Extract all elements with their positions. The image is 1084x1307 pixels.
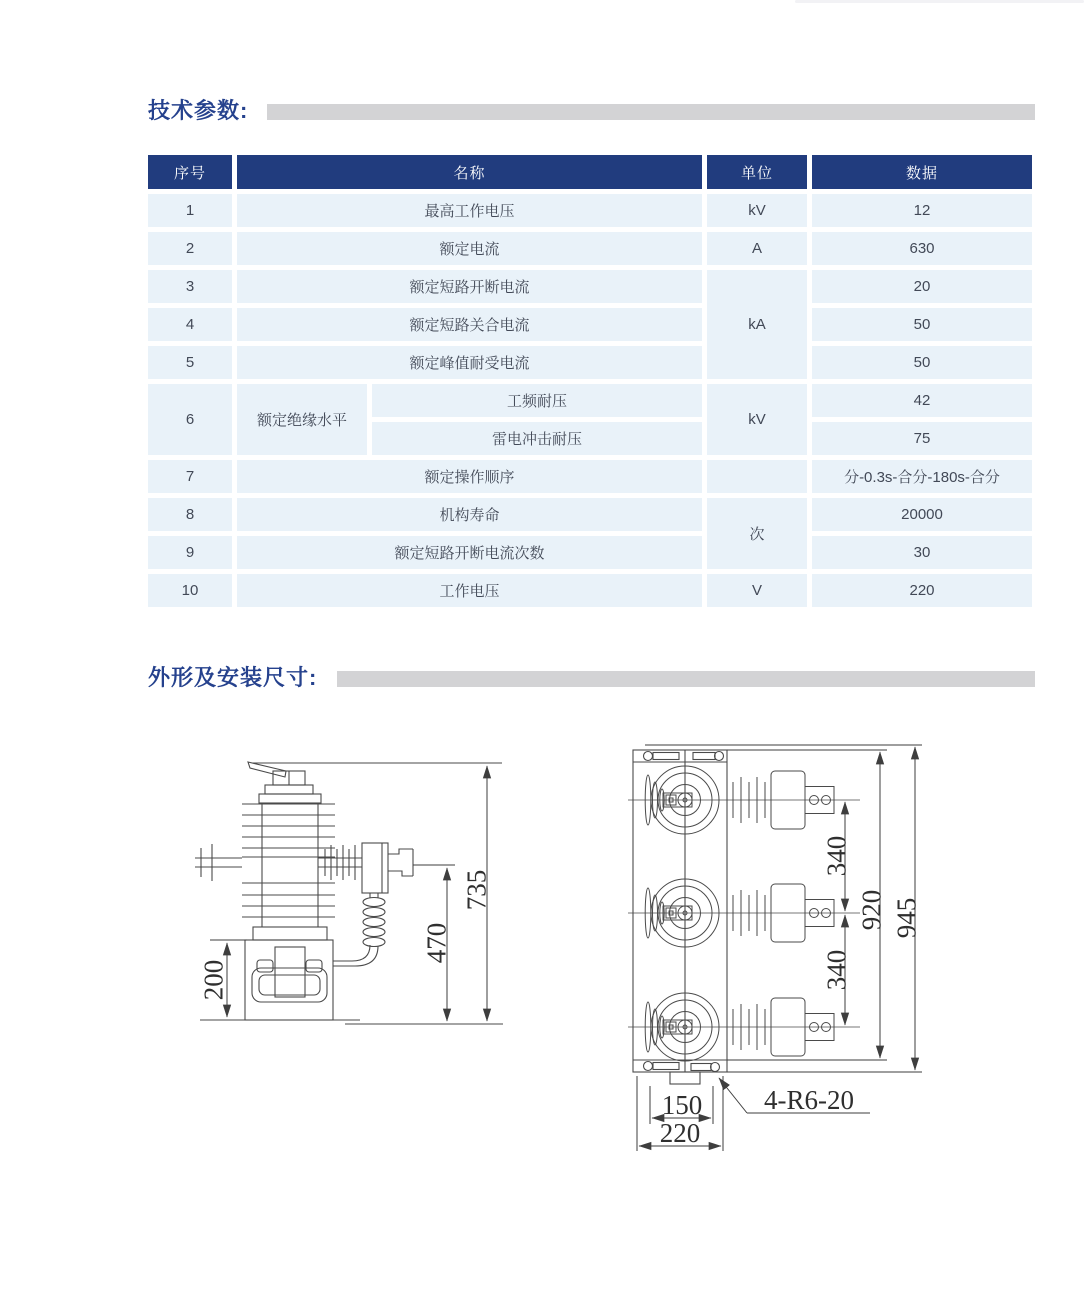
header-data: 数据 — [812, 155, 1032, 189]
cell-unit: V — [707, 574, 807, 607]
cell-name: 额定短路开断电流次数 — [237, 536, 702, 569]
table-row — [148, 308, 1032, 341]
top-view-drawing — [625, 738, 957, 1168]
cell-data: 220 — [812, 574, 1032, 607]
dim-label-base-width: 220 — [659, 1118, 701, 1148]
cell-unit-merged: 次 — [707, 498, 807, 569]
header-unit: 单位 — [707, 155, 807, 189]
spec-table — [143, 150, 1037, 612]
table-row — [148, 194, 1032, 227]
cell-data: 75 — [812, 422, 1032, 455]
table-row — [148, 574, 1032, 607]
cell-data: 630 — [812, 232, 1032, 265]
cell-no: 6 — [148, 384, 232, 455]
cell-no: 10 — [148, 574, 232, 607]
pole-2 — [628, 879, 860, 947]
cell-data: 50 — [812, 308, 1032, 341]
cell-name: 额定短路开断电流 — [237, 270, 702, 303]
cell-data: 42 — [812, 384, 1032, 417]
cell-no: 1 — [148, 194, 232, 227]
pole-1 — [628, 766, 860, 834]
cell-unit — [707, 460, 807, 493]
table-row — [148, 498, 1032, 531]
cell-unit: kV — [707, 194, 807, 227]
header-no: 序号 — [148, 155, 232, 189]
table-row — [148, 536, 1032, 569]
section-bar-dimensions — [337, 671, 1035, 687]
cell-name: 最高工作电压 — [237, 194, 702, 227]
dim-label-outer-height: 945 — [891, 897, 922, 939]
section-title-technical-params: 技术参数: — [148, 98, 249, 123]
table-row — [148, 460, 1032, 493]
cell-data: 分-0.3s-合分-180s-合分 — [812, 460, 1032, 493]
cell-no: 5 — [148, 346, 232, 379]
table-row — [148, 270, 1032, 303]
table-header-row — [148, 155, 1032, 189]
breaker-side-outline — [195, 762, 503, 1024]
cell-no: 8 — [148, 498, 232, 531]
cell-unit-merged: kV — [707, 384, 807, 455]
cell-no: 2 — [148, 232, 232, 265]
cell-name: 额定电流 — [237, 232, 702, 265]
cell-data: 30 — [812, 536, 1032, 569]
section-bar-technical-params — [267, 104, 1035, 120]
cell-no: 4 — [148, 308, 232, 341]
dim-label-total-height: 735 — [461, 869, 492, 911]
cell-data: 20000 — [812, 498, 1032, 531]
pole-assemblies — [628, 766, 860, 1061]
cell-name: 额定短路关合电流 — [237, 308, 702, 341]
dim-label-mid-height: 470 — [421, 922, 452, 964]
pole-3 — [628, 993, 860, 1061]
page-top-edge-line — [795, 0, 1084, 3]
cell-name: 机构寿命 — [237, 498, 702, 531]
table-row — [148, 346, 1032, 379]
cell-unit-merged: kA — [707, 270, 807, 379]
side-view-drawing — [185, 740, 525, 1070]
dim-label-pole-gap-1: 340 — [821, 835, 852, 877]
cell-no: 7 — [148, 460, 232, 493]
cell-data: 50 — [812, 346, 1032, 379]
cell-no: 9 — [148, 536, 232, 569]
dim-label-hole-span: 150 — [661, 1090, 703, 1120]
cell-subname: 工频耐压 — [372, 384, 702, 417]
cell-data: 12 — [812, 194, 1032, 227]
cell-name: 额定操作顺序 — [237, 460, 702, 493]
section-title-dimensions: 外形及安装尺寸: — [148, 665, 318, 690]
table-row — [148, 232, 1032, 265]
cell-group: 额定绝缘水平 — [237, 384, 367, 455]
dim-label-base-height: 200 — [198, 959, 229, 1001]
cell-name: 额定峰值耐受电流 — [237, 346, 702, 379]
cell-subname: 雷电冲击耐压 — [372, 422, 702, 455]
mounting-hole-label: 4-R6-20 — [764, 1085, 854, 1115]
cell-unit: A — [707, 232, 807, 265]
cell-name: 工作电压 — [237, 574, 702, 607]
dim-label-inner-height: 920 — [856, 889, 887, 931]
table-row — [148, 384, 1032, 417]
header-name: 名称 — [237, 155, 702, 189]
cell-data: 20 — [812, 270, 1032, 303]
cell-no: 3 — [148, 270, 232, 303]
dim-label-pole-gap-2: 340 — [821, 949, 852, 991]
